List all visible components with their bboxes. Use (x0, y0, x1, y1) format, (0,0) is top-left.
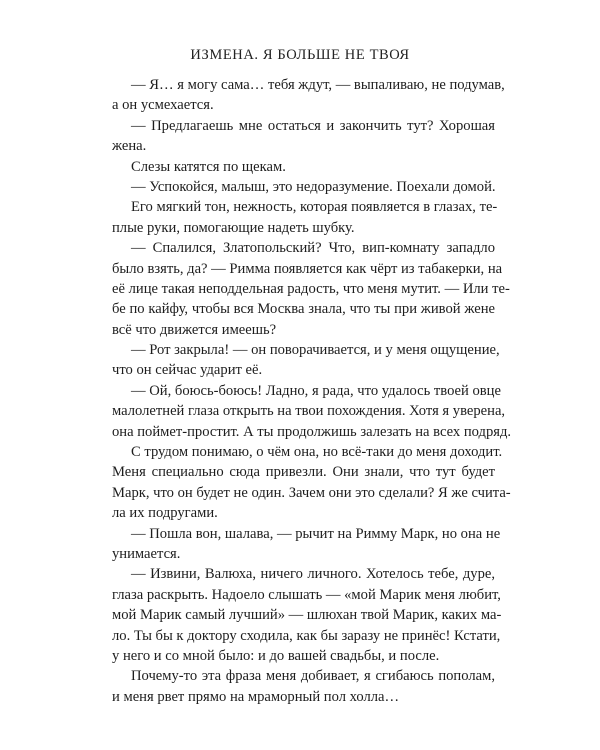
text-line: — Ой, боюсь-боюсь! Ладно, я рада, что удалось твоей овце (131, 382, 501, 399)
text-line: Слезы катятся по щекам. (131, 158, 286, 175)
text-line: унимается. (112, 545, 181, 562)
text-line: ло. Ты бы к доктору сходила, как бы заразу не принёс! Кстати, (112, 627, 501, 644)
text-line: её лице такая неподдельная радость, что меня мутит. — Или те- (112, 280, 510, 297)
text-line: Его мягкий тон, нежность, которая появляется в глазах, те- (131, 199, 498, 216)
text-line: у него и со мной было: и до вашей свадьбы, и после. (112, 647, 440, 664)
body-text (112, 75, 512, 707)
text-line: жена. (112, 138, 147, 155)
text-line: и меня рвет прямо на мраморный пол холла… (112, 688, 400, 705)
text-line: ла их подругами. (112, 505, 218, 522)
text-line: что он сейчас ударит её. (112, 362, 263, 379)
text-line: плые руки, помогающие надеть шубку. (112, 219, 355, 236)
text-line: — Рот закрыла! — он поворачивается, и у меня ощущение, (131, 342, 500, 359)
text-line: Почему-то эта фраза меня добивает, я сгибаюсь пополам, (131, 668, 495, 685)
text-line: — Предлагаешь мне остаться и закончить тут? Хорошая (131, 117, 495, 134)
text-line: а он усмехается. (112, 97, 214, 114)
text-line: Меня специально сюда привезли. Они знали, что тут будет (112, 464, 495, 481)
text-line: — Спалился, Златопольский? Что, вип-комнату западло (131, 240, 495, 257)
text-line: мой Марик самый лучший» — шлюхан твой Марик, каких ма- (112, 607, 502, 624)
text-line: — Извини, Валюха, ничего личного. Хотелось тебе, дуре, (131, 566, 495, 583)
text-line: С трудом понимаю, о чём она, но всё-таки до меня доходит. (131, 444, 503, 461)
text-line: — Я… я могу сама… тебя ждут, — выпаливаю, не подумав, (131, 77, 505, 93)
text-line: было взять, да? — Римма появляется как чёрт из табакерки, на (112, 260, 503, 277)
text-line: она поймет-простит. А ты продолжишь залезать на всех подряд. (112, 423, 512, 440)
text-line: всё что движется имеешь? (112, 321, 277, 338)
text-line: — Успокойся, малыш, это недоразумение. Поехали домой. (131, 178, 496, 195)
text-line: Марк, что он будет не один. Зачем они это сделали? Я же счита- (112, 484, 511, 501)
text-line: глаза раскрыть. Надоело слышать — «мой Марик меня любит, (112, 586, 501, 603)
text-line: — Пошла вон, шалава, — рычит на Римму Марк, но она не (131, 525, 501, 542)
running-head: ИЗМЕНА. Я БОЛЬШЕ НЕ ТВОЯ (190, 47, 410, 63)
text-line: малолетней глаза открыть на твои похождения. Хотя я уверена, (112, 403, 506, 420)
text-line: бе по кайфу, чтобы вся Москва знала, что ты при живой жене (112, 301, 495, 318)
